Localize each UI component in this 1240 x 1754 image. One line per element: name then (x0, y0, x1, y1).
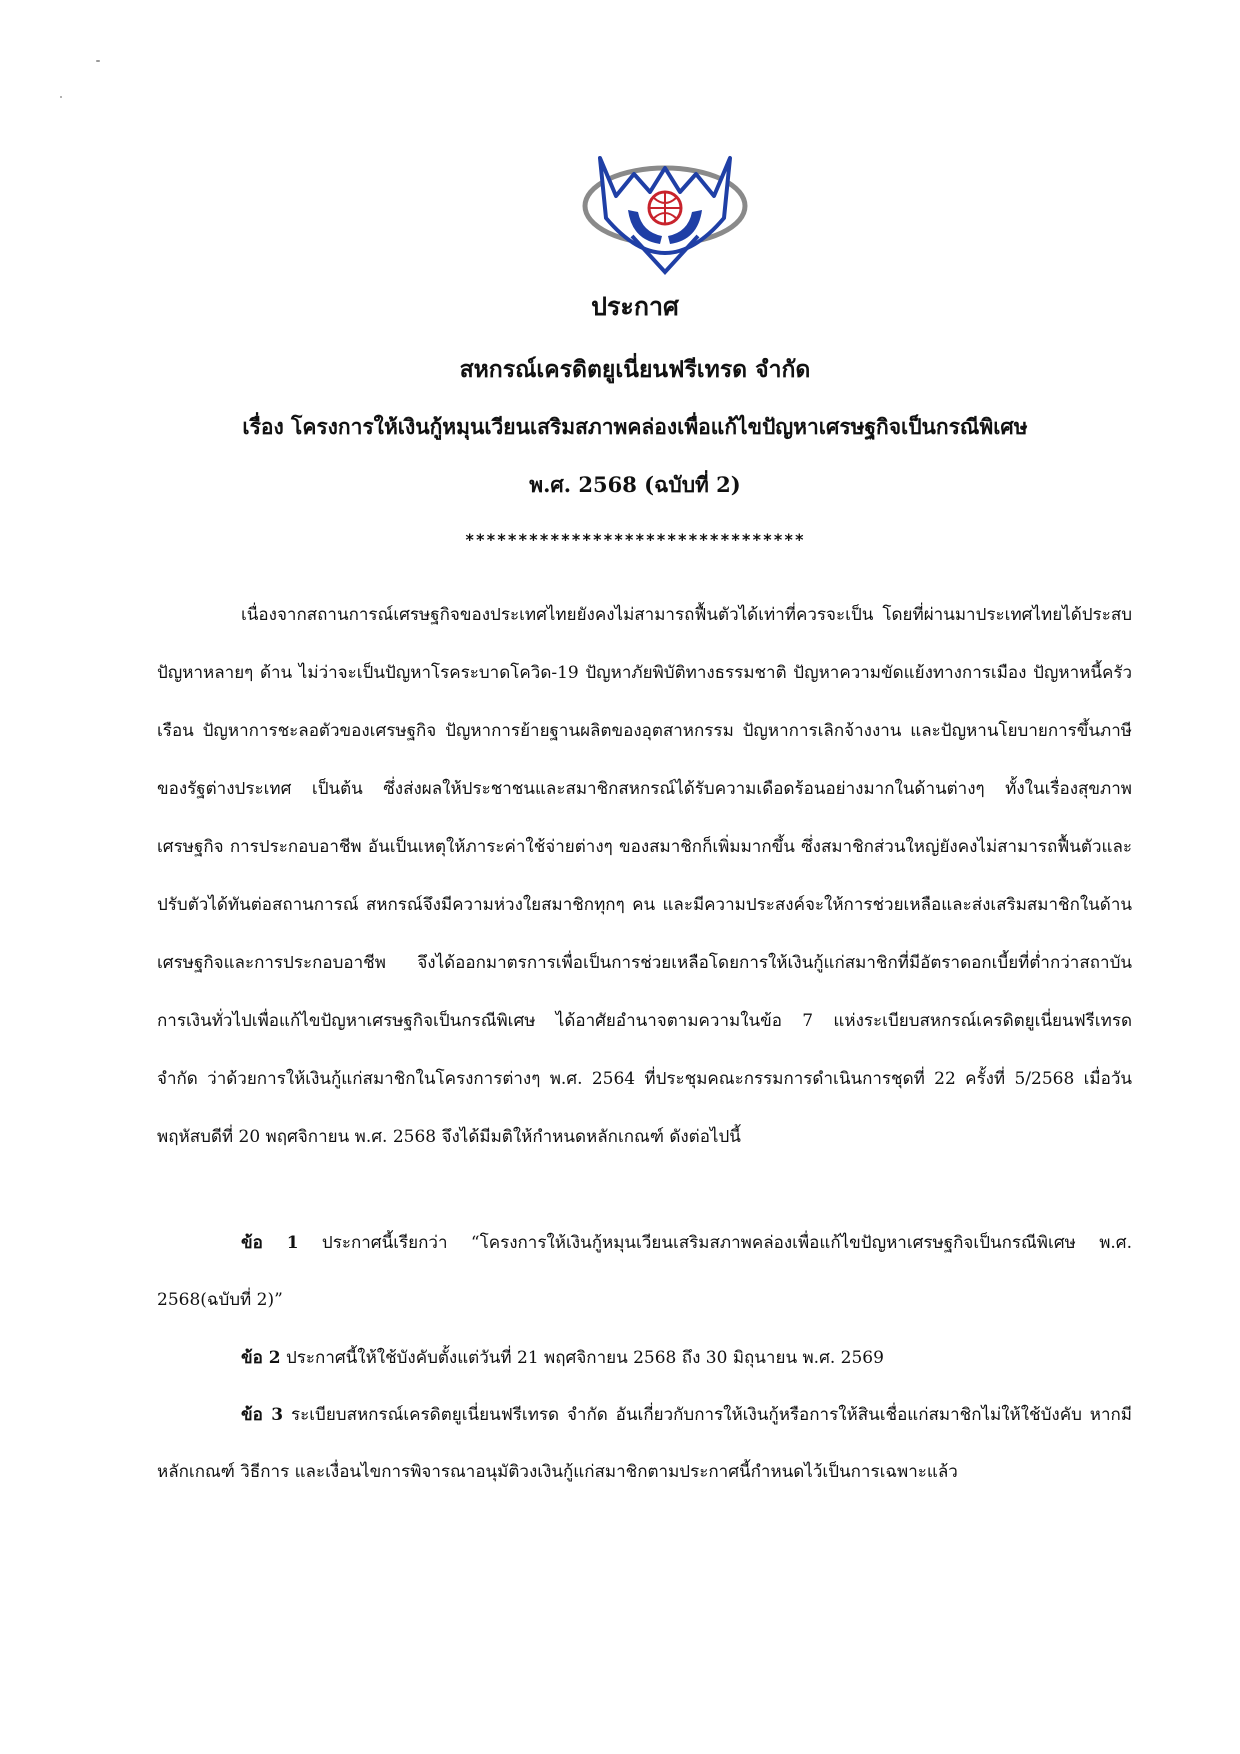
separator-line: ******************************** (464, 530, 806, 549)
body-paragraph-text: เนื่องจากสถานการณ์เศรษฐกิจของประเทศไทยยังคงไม่สามารถฟื้นตัวได้เท่าที่ควรจะเป็น โดยที่ผ่านมาประเทศไทยได้ประสบปัญหาหลายๆ ด้าน ไม่ว่าจะเป็นปัญหาโรคระบาดโควิด-19 ปัญหาภัยพิบัติทางธรรมชาติ ปัญหาความขัดแย้งทางการเมือง ปัญหาหนี้ครัวเรือน ปัญหาการชะลอตัวของเศรษฐกิจ ปัญหาการย้ายฐานผลิตของอุตสาหกรรม ปัญหาการเลิกจ้างงาน และปัญหานโยบายการขึ้นภาษีของรัฐต่างประเทศ เป็นต้น ซึ่งส่งผลให้ประชาชนและสมาชิกสหกรณ์ได้รับความเดือดร้อนอย่างมากในด้านต่างๆ ทั้งในเรื่องสุขภาพ เศรษฐกิจ การประกอบอาชีพ อันเป็นเหตุให้ภาระค่าใช้จ่ายต่างๆ ของสมาชิกก็เพิ่มมากขึ้น ซึ่งสมาชิกส่วนใหญ่ยังคงไม่สามารถฟื้นตัวและปรับตัวได้ทันต่อสถานการณ์ สหกรณ์จึงมีความห่วงใยสมาชิกทุกๆ คน และมีความประสงค์จะให้การช่วยเหลือและส่งเสริมสมาชิกในด้านเศรษฐกิจและการประกอบอาชีพ จึงได้ออกมาตรการเพื่อเป็นการช่วยเหลือโดยการให้เงินกู้แก่สมาชิกที่มีอัตราดอกเบี้ยที่ต่ำกว่าสถาบันการเงินทั่วไปเพื่อแก้ไขปัญหาเศรษฐกิจเป็นกรณีพิเศษ ได้อาศัยอำนาจตามความในข้อ 7 แห่งระเบียบสหกรณ์เครดิตยูเนี่ยนฟรีเทรด จำกัด ว่าด้วยการให้เงินกู้แก่สมาชิกในโครงการต่างๆ พ.ศ. 2564 ที่ประชุมคณะกรรมการดำเนินการชุดที่ 22 ครั้งที่ 5/2568 เมื่อวันพฤหัสบดีที่ 20 พฤศจิกายน พ.ศ. 2568 จึงได้มีมติให้กำหนดหลักเกณฑ์ ดังต่อไปนี้ (157, 605, 1132, 1147)
cooperative-logo (580, 148, 750, 276)
body-paragraph (157, 586, 1132, 1166)
clause-3 (157, 1387, 1132, 1501)
organization-name: สหกรณ์เครดิตยูเนี่ยนฟรีเทรด จำกัด (459, 356, 811, 383)
clause-number: ข้อ 1 (241, 1233, 299, 1253)
clause-number: ข้อ 3 (241, 1405, 284, 1425)
clause-text: ระเบียบสหกรณ์เครดิตยูเนี่ยนฟรีเทรด จำกัด อันเกี่ยวกับการให้เงินกู้หรือการให้สินเชื่อแก่สมาชิกไม่ให้ใช้บังคับ หากมีหลักเกณฑ์ วิธีการ และเงื่อนไขการพิจารณาอนุมัติวงเงินกู้แก่สมาชิกตามประกาศนี้กำหนดไว้เป็นการเฉพาะแล้ว (157, 1405, 1132, 1482)
document-title: ประกาศ (591, 292, 679, 321)
document-subject: เรื่อง โครงการให้เงินกู้หมุนเวียนเสริมสภาพคล่องเพื่อแก้ไขปัญหาเศรษฐกิจเป็นกรณีพิเศษ (242, 414, 1028, 439)
clause-number: ข้อ 2 (241, 1348, 281, 1368)
clause-2 (157, 1330, 1132, 1387)
scan-speck (60, 96, 62, 98)
clause-text: ประกาศนี้ให้ใช้บังคับตั้งแต่วันที่ 21 พฤศจิกายน 2568 ถึง 30 มิถุนายน พ.ศ. 2569 (280, 1348, 884, 1368)
year-edition: พ.ศ. 2568 (ฉบับที่ 2) (529, 472, 741, 497)
clause-text: ประกาศนี้เรียกว่า “โครงการให้เงินกู้หมุนเวียนเสริมสภาพคล่องเพื่อแก้ไขปัญหาเศรษฐกิจเป็นกรณีพิเศษ พ.ศ. 2568(ฉบับที่ 2)” (157, 1233, 1132, 1310)
scan-speck (96, 60, 100, 62)
clause-1 (157, 1215, 1132, 1329)
